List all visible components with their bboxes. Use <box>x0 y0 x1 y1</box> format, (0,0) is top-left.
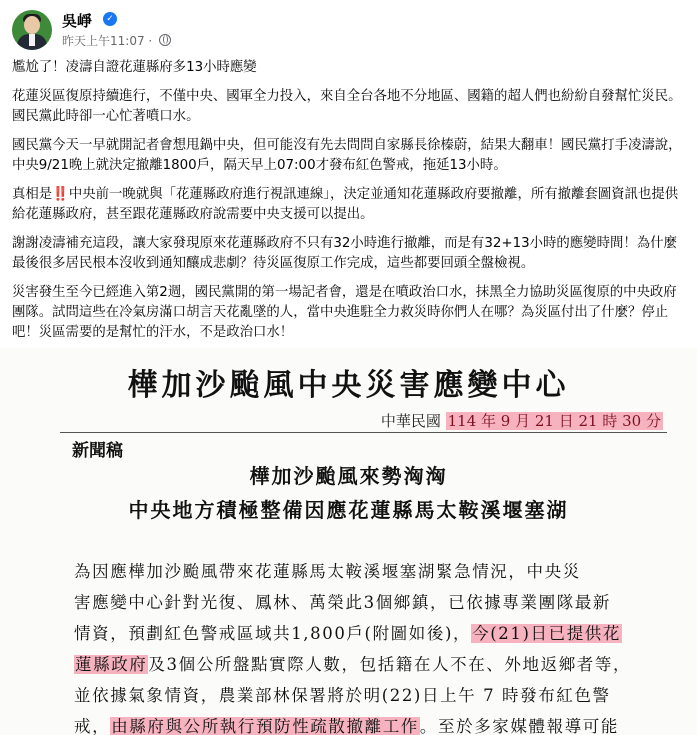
post-paragraph: 謝謝凌濤補充這段，讓大家發現原來花蓮縣政府不只有32小時進行撤離，而是有32+13小時的應變時間！為什麼最後很多居民根本沒收到通知釀成悲劇？待災區復原工作完成，這些都要回頭全盤檢視。 <box>12 236 677 271</box>
date-prefix: 中華民國 <box>380 412 441 430</box>
post-paragraph: 災害發生至今已經進入第2週，國民黨開的第一場記者會，還是在噴政治口水，抹黑全力協助災區復原的中央政府團隊。試問這些在冷氣房滿口胡言天花亂墜的人，當中央進駐全力救災時你們人在哪？為災區付出了什麼？停止吧！災區需要的是幫忙的汗水，不是政治口水！ <box>12 285 677 340</box>
highlighted-text: 今(21)日已提供花 <box>472 624 621 643</box>
double-exclamation-icon: ‼️ <box>52 187 69 202</box>
post-text-span: 真相是 <box>12 187 53 202</box>
avatar[interactable] <box>12 10 52 50</box>
document-line: 並依據氣象情資，農業部林保署將於明(22)日上午 7 時發布紅色警 <box>74 686 611 705</box>
divider <box>60 432 667 433</box>
document-line: 為因應樺加沙颱風帶來花蓮縣馬太鞍溪堰塞湖緊急情況，中央災 <box>74 562 581 581</box>
post-paragraph: 國民黨今天一早就開記者會想甩鍋中央，但可能沒有先去問問自家縣長徐榛蔚，結果大翻車！國民黨打手凌濤說，中央9/21晚上就決定撤離1800戶，隔天早上07:00才發布紅色警戒，拖延13小時。 <box>12 138 682 173</box>
post-paragraph <box>12 185 688 225</box>
highlighted-text: 蓮縣政府 <box>75 655 148 674</box>
document-date <box>381 410 663 431</box>
document-subheading: 中央地方積極整備因應花蓮縣馬太鞍溪堰塞湖 <box>128 498 569 522</box>
post-text <box>12 58 688 352</box>
highlighted-text: 由縣府與公所執行預防性疏散撤離工作 <box>111 717 419 735</box>
document-label: 新聞稿 <box>72 441 123 461</box>
post-timestamp[interactable]: 昨天上午11:07 <box>62 34 145 48</box>
post-text-span: 中央前一晚就與「花蓮縣政府進行視訊連線」，決定並通知花蓮縣政府要撤離，所有撤離套圖資訊也提供給花蓮縣政府，甚至跟花蓮縣政府說需要中央支援可以提出。 <box>12 187 679 222</box>
meta-separator: · <box>148 34 153 48</box>
post-header <box>12 8 682 52</box>
post-paragraph: 花蓮災區復原持續進行，不僅中央、國軍全力投入，來自全台各地不分地區、國籍的超人們也紛紛自發幫忙災民。國民黨此時卻一心忙著噴口水。 <box>12 89 682 124</box>
globe-icon <box>159 34 171 46</box>
document-title: 樺加沙颱風中央災害應變中心 <box>127 368 570 403</box>
post-image[interactable] <box>0 348 697 735</box>
post-meta <box>62 32 171 49</box>
document-line: 情資，預劃紅色警戒區域共1,800戶(附圖如後)，今(21)日已提供花 <box>74 624 621 643</box>
document-heading: 樺加沙颱風來勢洶洶 <box>249 464 448 488</box>
document-line: 蓮縣政府及3個公所盤點實際人數，包括籍在人不在、外地返鄉者等， <box>75 655 632 674</box>
date-highlight: 114 年 9 月 21 日 21 時 30 分 <box>447 412 661 430</box>
post-paragraph: 尷尬了！凌濤自證花蓮縣府多13小時應變 <box>12 60 257 75</box>
verified-badge-icon: ✓ <box>103 12 117 26</box>
document-line: 戒，由縣府與公所執行預防性疏散撤離工作。至於多家媒體報導可能 <box>74 717 620 735</box>
document-line: 害應變中心針對光復、鳳林、萬榮此3個鄉鎮，已依據專業團隊最新 <box>74 593 611 612</box>
document-body <box>74 556 644 735</box>
author-name[interactable]: 吳崢 <box>62 12 93 30</box>
